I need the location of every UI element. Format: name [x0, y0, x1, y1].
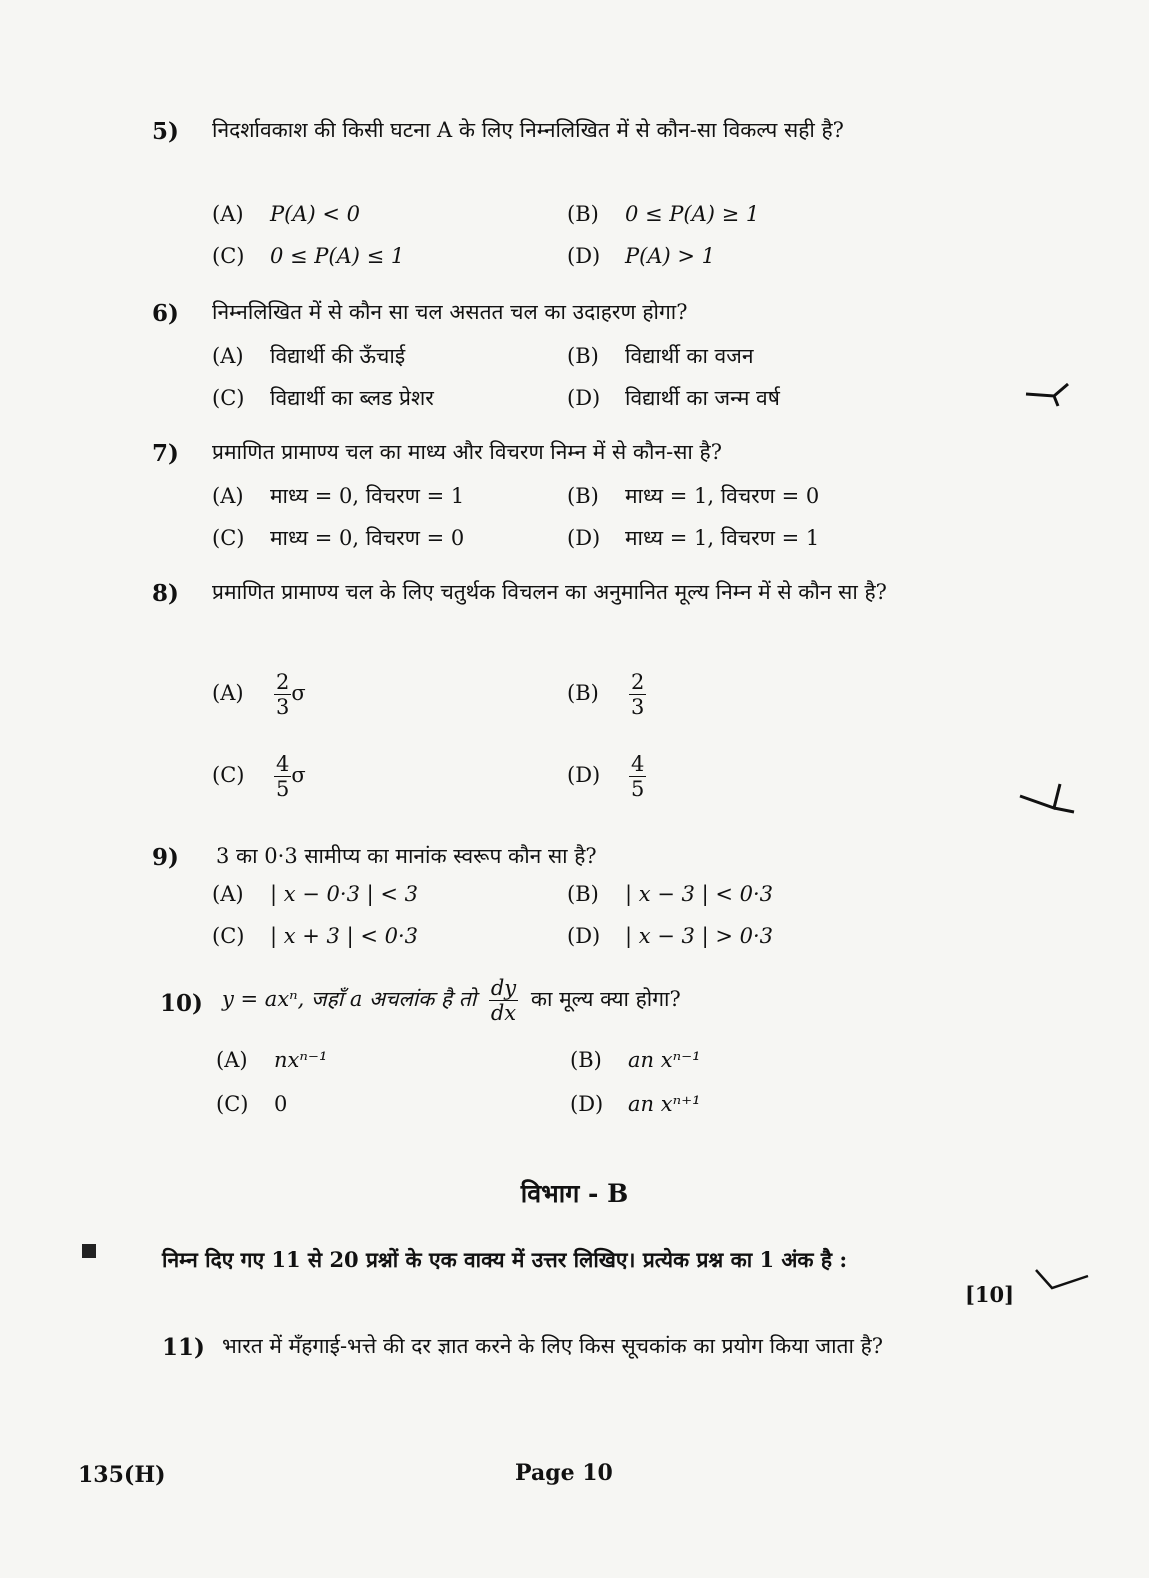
option-b: [567, 670, 646, 719]
option-label: (D): [567, 763, 601, 787]
option-label: (C): [216, 1092, 249, 1116]
equation-text: y = axⁿ, जहाँ a अचलांक है तो: [222, 987, 477, 1011]
option-a: [212, 202, 360, 226]
option-b: [567, 202, 759, 226]
option-d: [567, 244, 715, 268]
question-text: प्रमाणित प्रामाण्य चल का माध्य और विचरण निम्न में से कौन-सा है?: [212, 440, 722, 464]
option-value: माध्य = 0, विचरण = 1: [270, 484, 465, 508]
option-label: (C): [212, 763, 245, 787]
option-value: माध्य = 1, विचरण = 0: [625, 484, 820, 508]
option-label: (B): [567, 681, 599, 705]
option-c: [212, 524, 464, 552]
fraction: [274, 752, 291, 801]
bullet-square-icon: [82, 1244, 96, 1258]
option-value: P(A) < 0: [270, 202, 360, 226]
fraction: [274, 670, 291, 719]
fraction: [629, 670, 646, 719]
option-b: [567, 482, 819, 510]
question-text: प्रमाणित प्रामाण्य चल के लिए चतुर्थक विचलन का अनुमानित मूल्य निम्न में से कौन सा है?: [212, 580, 887, 604]
option-label: (C): [212, 526, 245, 550]
option-value: an xⁿ⁺¹: [628, 1092, 701, 1116]
section-title: विभाग - B: [520, 1179, 629, 1208]
derivative-fraction: [489, 976, 518, 1025]
option-value: विद्यार्थी का ब्लड प्रेशर: [270, 386, 434, 410]
option-value: an xⁿ⁻¹: [628, 1048, 701, 1072]
option-value: 0: [274, 1092, 288, 1116]
option-value: | x − 3 | < 0·3: [625, 882, 773, 906]
question-text: निदर्शावकाश की किसी घटना A के लिए निम्नलिखित में से कौन-सा विकल्प सही है?: [212, 118, 844, 142]
option-label: (B): [567, 202, 599, 226]
option-label: (A): [212, 344, 244, 368]
option-b: [567, 342, 753, 370]
option-b: [570, 1048, 701, 1072]
option-value: विद्यार्थी की ऊँचाई: [270, 344, 406, 368]
question-number: 11): [162, 1334, 205, 1361]
option-value: P(A) > 1: [625, 244, 715, 268]
option-label: (D): [567, 244, 601, 268]
denominator: dx: [490, 1001, 517, 1025]
option-a: [212, 670, 306, 719]
option-label: (A): [212, 882, 244, 906]
option-label: (A): [216, 1048, 248, 1072]
numerator: 4: [276, 752, 290, 776]
option-value: विद्यार्थी का वजन: [625, 344, 754, 368]
option-d: [567, 924, 773, 948]
option-label: (A): [212, 681, 244, 705]
sigma-symbol: σ: [291, 763, 306, 787]
denominator: 5: [631, 777, 645, 801]
option-value: 0 ≤ P(A) ≥ 1: [625, 202, 760, 226]
option-a: [212, 482, 464, 510]
option-label: (A): [212, 484, 244, 508]
option-c: [212, 924, 418, 948]
numerator: dy: [490, 976, 517, 1000]
paper-code: 135(H): [78, 1462, 166, 1488]
question-text: 3 का 0·3 सामीप्य का मानांक स्वरूप कौन सा है?: [216, 844, 597, 868]
question-number: 6): [152, 300, 179, 327]
option-value: 0 ≤ P(A) ≤ 1: [270, 244, 405, 268]
option-c: [212, 384, 434, 412]
option-label: (D): [570, 1092, 604, 1116]
option-value: | x − 0·3 | < 3: [270, 882, 418, 906]
denominator: 3: [631, 695, 645, 719]
question-text: [222, 976, 922, 1025]
numerator: 4: [631, 752, 645, 776]
question-text-after: का मूल्य क्या होगा?: [530, 987, 681, 1011]
question-number: 5): [152, 118, 179, 145]
option-a: [216, 1048, 327, 1072]
option-a: [212, 882, 418, 906]
option-d: [570, 1092, 701, 1116]
option-label: (C): [212, 386, 245, 410]
denominator: 3: [276, 695, 290, 719]
option-value: माध्य = 0, विचरण = 0: [270, 526, 465, 550]
option-c: [212, 752, 306, 801]
option-label: (C): [212, 244, 245, 268]
section-instruction: निम्न दिए गए 11 से 20 प्रश्नों के एक वाक्य में उत्तर लिखिए। प्रत्येक प्रश्न का 1 अंक है :: [162, 1247, 848, 1272]
question-number: 8): [152, 580, 179, 607]
option-label: (B): [567, 344, 599, 368]
option-value: nxⁿ⁻¹: [274, 1048, 328, 1072]
option-d: [567, 752, 646, 801]
denominator: 5: [276, 777, 290, 801]
numerator: 2: [276, 670, 290, 694]
option-b: [567, 882, 773, 906]
option-label: (C): [212, 924, 245, 948]
option-value: माध्य = 1, विचरण = 1: [625, 526, 820, 550]
question-number: 10): [160, 990, 203, 1017]
option-a: [212, 342, 405, 370]
tick-mark-icon: [1034, 1266, 1090, 1302]
option-label: (D): [567, 526, 601, 550]
option-d: [567, 384, 780, 412]
tick-mark-icon: [1024, 380, 1074, 410]
tick-mark-icon: [1018, 782, 1078, 822]
question-text: निम्नलिखित में से कौन सा चल असतत चल का उदाहरण होगा?: [212, 300, 688, 324]
option-label: (A): [212, 202, 244, 226]
option-value: | x − 3 | > 0·3: [625, 924, 773, 948]
section-marks: [10]: [965, 1282, 1015, 1307]
option-d: [567, 524, 819, 552]
option-label: (B): [570, 1048, 602, 1072]
numerator: 2: [631, 670, 645, 694]
page-number: Page 10: [515, 1460, 613, 1486]
option-value: विद्यार्थी का जन्म वर्ष: [625, 386, 780, 410]
option-c: [212, 244, 404, 268]
option-c: [216, 1092, 287, 1116]
question-number: 9): [152, 844, 179, 871]
fraction: [629, 752, 646, 801]
option-value: | x + 3 | < 0·3: [270, 924, 418, 948]
option-label: (D): [567, 924, 601, 948]
question-number: 7): [152, 440, 179, 467]
sigma-symbol: σ: [291, 681, 306, 705]
option-label: (D): [567, 386, 601, 410]
option-label: (B): [567, 484, 599, 508]
option-label: (B): [567, 882, 599, 906]
question-text: भारत में मँहगाई-भत्ते की दर ज्ञात करने के लिए किस सूचकांक का प्रयोग किया जाता है?: [222, 1334, 884, 1358]
